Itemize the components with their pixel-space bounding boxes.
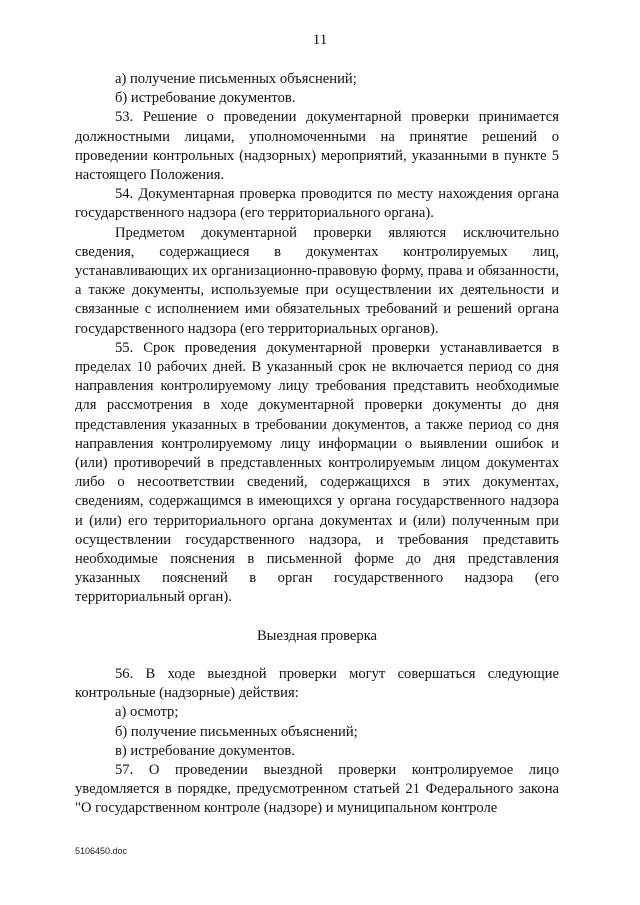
document-body [75,70,559,819]
document-footer-filename: 5106450.doc [75,846,128,856]
page-number: 11 [312,32,328,48]
list-item: б) получение письменных объяснений; [115,723,358,740]
list-item: а) осмотр; [115,704,179,721]
paragraph: Предметом документарной проверки являются исключительно сведения, содержащиеся в документах контролируемых лиц, устанавливающих их организационно-правовую форму, права и обязанности, а также документы, используемые при осуществлении их деятельности и связанные с исполнением ими обязательных требований и решений органа государственного надзора (его территориальных органов). [75,224,559,337]
paragraph: 54. Документарная проверка проводится по месту нахождения органа государственного надзора (его территориального органа). [75,186,559,222]
paragraph: 56. В ходе выездной проверки могут совершаться следующие контрольные (надзорные) действия: [75,665,559,702]
paragraph: 57. О проведении выездной проверки контролируемое лицо уведомляется в порядке, предусмотренном статьей 21 Федерального закона "О государственном контроле (надзоре) и муниципальном контроле [75,761,559,817]
paragraph: 55. Срок проведения документарной проверки устанавливается в пределах 10 рабочих дней. В указанный срок не включается период со дня направления контролируемому лицу требования представить необходимые для рассмотрения в ходе документарной проверки документы до дня представления указанных в требовании документов, а также период со дня направления контролируемому лицу информации о выявлении ошибок и (или) противоречий в представленных контролируемым лицом документах либо о несоответствии сведений, содержащихся в этих документах, сведениям, содержащимся в имеющихся у органа государственного надзора и (или) его территориального органа документах и (или) полученным при осуществлении государственного надзора, и требования представить необходимые пояснения в письменной форме до дня представления указанных пояснений в орган государственного надзора (его территориальный орган). [75,339,559,606]
paragraph: 53. Решение о проведении документарной проверки принимается должностными лицами, уполномоченными на принятие решений о проведении контрольных (надзорных) мероприятий, указанными в пункте 5 настоящего Положения. [75,109,559,184]
section-heading: Выездная проверка [256,627,378,644]
list-item: в) истребование документов. [115,742,295,759]
list-item: а) получение письменных объяснений; [115,71,357,87]
list-item: б) истребование документов. [115,90,296,107]
